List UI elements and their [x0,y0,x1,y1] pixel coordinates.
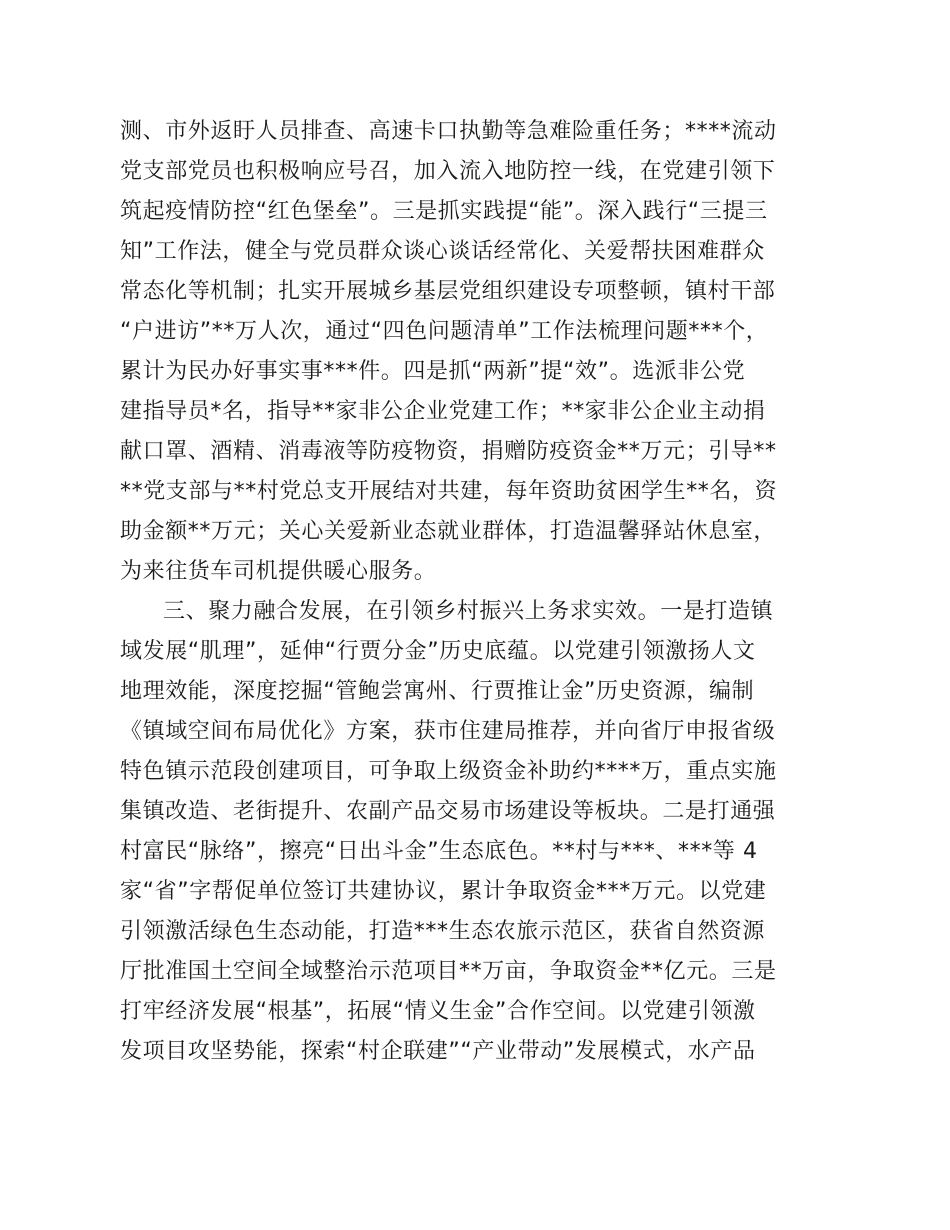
section-heading-line: 三、聚力融合发展，在引领乡村振兴上务求实效。一是打造镇 [163,599,774,624]
text-line: 累计为民办好事实事***件。四是抓“两新”提“效”。选派非公党 [120,359,746,384]
text-line: 筑起疫情防控“红色堡垒”。三是抓实践提“能”。深入践行“三提三 [120,199,768,224]
text-line: 村富民“脉络”，擦亮“日出斗金”生态底色。**村与***、***等 4 [120,839,758,864]
text-line: “户进访”**万人次，通过“四色问题清单”工作法梳理问题***个， [120,319,769,344]
text-line: 常态化等机制；扎实开展城乡基层党组织建设专项整顿，镇村干部 [120,279,776,304]
text-line: 域发展“肌理”，延伸“行贾分金”历史底蕴。以党建引领激扬人文 [120,639,756,664]
text-line: **党支部与**村党总支开展结对共建，每年资助贫困学生**名，资 [120,479,778,504]
text-line: 地理效能，深度挖掘“管鲍尝寓州、行贾推让金”历史资源，编制 [120,679,755,704]
text-line: 测、市外返盱人员排查、高速卡口执勤等急难险重任务；****流动 [120,119,777,144]
text-line: 献口罩、酒精、消毒液等防疫物资，捐赠防疫资金**万元；引导** [120,439,777,464]
text-line: 集镇改造、老街提升、农副产品交易市场建设等板块。二是打通强 [120,799,776,824]
text-line: 《镇域空间布局优化》方案，获市住建局推荐，并向省厅申报省级 [120,719,776,744]
text-line: 助金额**万元；关心关爱新业态就业群体，打造温馨驿站休息室， [120,519,777,544]
text-line: 党支部党员也积极响应号召，加入流入地防控一线，在党建引领下 [120,159,776,184]
text-line: 发项目攻坚势能，探索“村企联建”“产业带动”发展模式，水产品 [120,1039,756,1064]
text-line: 引领激活绿色生态动能，打造***生态农旅示范区，获省自然资源 [120,919,766,944]
text-line: 知”工作法，健全与党员群众谈心谈话经常化、关爱帮扶困难群众 [120,239,765,264]
text-line: 为来往货车司机提供暖心服务。 [120,559,437,584]
text-line: 打牢经济发展“根基”，拓展“情义生金”合作空间。以党建引领激 [120,999,756,1024]
text-line: 特色镇示范段创建项目，可争取上级资金补助约****万，重点实施 [120,759,777,784]
body-text [120,112,840,1072]
text-line: 建指导员*名，指导**家非公企业党建工作；**家非公企业主动捐 [120,399,766,424]
text-line: 厅批准国土空间全域整治示范项目**万亩，争取资金**亿元。三是 [120,959,777,984]
text-line: 家“省”字帮促单位签订共建协议，累计争取资金***万元。以党建 [120,879,767,904]
